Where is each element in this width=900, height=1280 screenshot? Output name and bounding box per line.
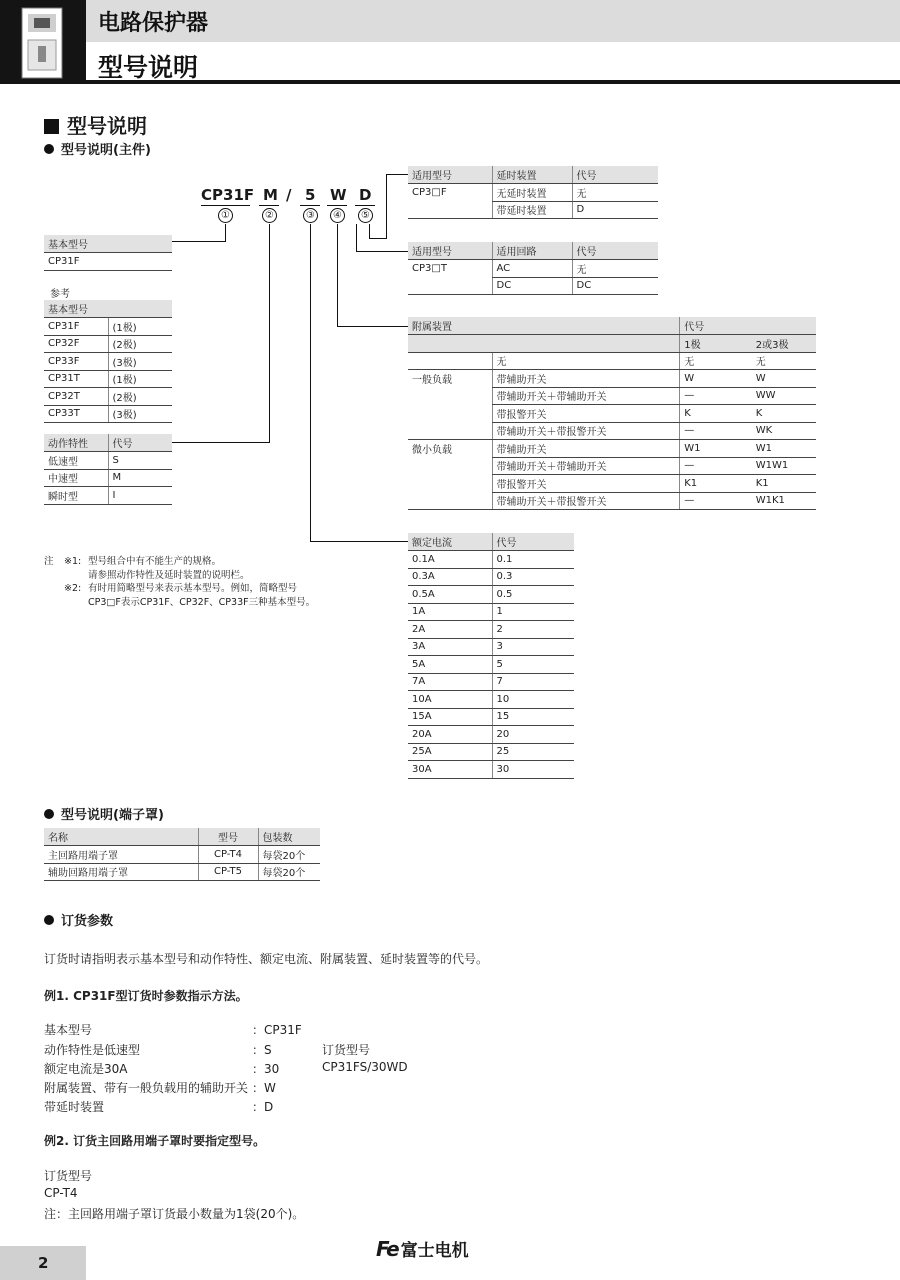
ex1-row-5-label: 带延时装置 [44,1100,105,1114]
header-product-thumbnail [0,0,86,84]
note-1-mark: ※1: [64,556,82,567]
table-cell: W1W1 [752,457,816,475]
table-row [408,586,574,604]
code-underline-1 [201,205,250,206]
table-cell: 3A [408,638,492,656]
note-2-text: 有时用简略型号来表示基本型号。例如，简略型号 [88,583,298,594]
note-2-mark: ※2: [64,583,82,594]
table-cell: 瞬时型 [44,487,108,505]
table-row [408,638,574,656]
connector-3-v [310,224,311,542]
table-row [408,370,816,388]
table-cell: S [108,452,172,470]
table-header: 附属装置 [408,317,680,335]
table-cell: 带辅助开关＋带辅助开关 [492,387,680,405]
table-header [408,335,680,353]
table-cell: 每袋20个 [258,846,320,864]
table-cell: 5 [492,656,574,674]
table-cell: 10 [492,691,574,709]
breaker-device-icon [0,0,86,84]
table-header: 2或3极 [752,335,816,353]
table-header: 型号 [198,828,258,846]
table-row [408,422,816,440]
note-2-line-2: CP3□F表示CP31F、CP32F、CP33F三种基本型号。 [88,596,316,608]
table-cell: W1 [680,440,752,458]
table-cell: 中速型 [44,469,108,487]
connector-1-h [172,241,226,242]
dot-bullet-icon [44,144,54,154]
table-header: 动作特性 [44,434,108,452]
table-header: 适用回路 [492,242,572,260]
table-cell: — [680,422,752,440]
base-model-table [44,235,172,271]
page-number: 2 [38,1254,49,1272]
connector-5b-v [369,224,370,239]
code-circle-3: ③ [303,208,318,223]
table-cell: 20 [492,726,574,744]
connector-4-h [337,326,408,327]
code-underline-4 [327,205,347,206]
table-cell: 无 [572,260,658,278]
table-cell [408,422,492,440]
model-code-slash: / [286,186,292,204]
table-cell: DC [492,277,572,295]
dot-bullet-icon [44,809,54,819]
table-cell: CP32F [44,335,108,353]
code-underline-5 [355,205,375,206]
delay-table [408,166,658,219]
table-cell: 0.1A [408,551,492,569]
dot-bullet-icon [44,915,54,925]
table-cell: 15 [492,708,574,726]
table-cell: 1A [408,603,492,621]
table-cell: 微小负载 [412,445,452,456]
table-header: 包装数 [258,828,320,846]
table-header: 代号 [572,242,658,260]
table-cell [408,492,492,510]
table-cell: 2A [408,621,492,639]
table-cell: 每袋20个 [258,863,320,881]
table-cell: D [572,201,658,219]
table-row [44,335,172,353]
example-1-title: 例1. CP31F型订货时参数指示方法。 [44,989,248,1003]
header-rule [86,80,900,84]
table-cell: 辅助回路用端子罩 [44,863,198,881]
table-cell: K1 [680,475,752,493]
code-circle-4: ④ [330,208,345,223]
table-row [408,184,658,202]
table-cell: 0.3 [492,568,574,586]
model-code-part-5: D [359,186,372,204]
table-cell: — [680,492,752,510]
table-cell: CP-T5 [198,863,258,881]
table-cell [408,352,492,370]
table-cell: 0.5A [408,586,492,604]
table-cell: 无 [752,352,816,370]
table-row [408,568,574,586]
table-row [408,440,816,458]
table-cell: CP3□F [412,187,447,198]
ex2-order-label: 订货型号 [44,1169,93,1183]
subsection-main-title: 型号说明(主件) [44,139,151,158]
table-cell: CP-T4 [198,846,258,864]
table-cell: 30 [492,761,574,779]
table-row [408,201,658,219]
fuji-logo-icon: Fe [376,1237,398,1261]
table-cell: 2 [492,621,574,639]
table-cell: 带辅助开关 [492,370,680,388]
connector-2-v [269,224,270,443]
ex1-order-label: 订货型号 [322,1043,371,1057]
table-cell: W [680,370,752,388]
table-header: 代号 [492,533,574,551]
table-cell: 0.1 [492,551,574,569]
table-cell [408,201,492,219]
connector-1-v [225,224,226,242]
order-title: 订货参数 [44,910,113,929]
table-row [44,452,172,470]
ex1-row-2-label: 动作特性是低速型 [44,1043,141,1057]
table-cell: W1K1 [752,492,816,510]
code-circle-1: ① [218,208,233,223]
table-cell: (1极) [108,370,172,388]
table-row [408,277,658,295]
table-cell [408,405,492,423]
table-cell: CP33F [44,353,108,371]
table-cell: W1 [752,440,816,458]
note-1-line-2: 请参照动作特性及延时装置的说明栏。 [88,569,250,581]
table-cell: 3 [492,638,574,656]
table-row [408,656,574,674]
table-cell: 1 [492,603,574,621]
table-row [408,621,574,639]
header-category-band [86,0,900,42]
ex2-order-value: CP-T4 [44,1186,78,1200]
table-cell: K1 [752,475,816,493]
table-cell: 无延时装置 [492,184,572,202]
table-cell: 无 [492,352,680,370]
table-cell: W [752,370,816,388]
note-1-text: 型号组合中有不能生产的规格。 [88,556,222,567]
table-row [408,405,816,423]
table-header: 适用型号 [408,166,492,184]
example-2-title: 例2. 订货主回路用端子罩时要指定型号。 [44,1134,266,1148]
table-cell: 7 [492,673,574,691]
notes-block [44,555,315,609]
table-row [408,743,574,761]
connector-5a-h [356,251,408,252]
table-cell: (1极) [108,318,172,336]
table-cell: M [108,469,172,487]
table-row [44,469,172,487]
table-row [408,387,816,405]
reference-table [44,300,172,423]
table-cell: K [680,405,752,423]
table-cell: 30A [408,761,492,779]
table-header: 额定电流 [408,533,492,551]
reference-header: 基本型号 [44,300,172,318]
ex1-row-1-label: 基本型号 [44,1023,93,1037]
ex2-note: 注：主回路用端子罩订货最小数量为1袋(20个)。 [44,1207,305,1221]
table-row [44,487,172,505]
current-table [408,533,574,779]
table-cell: 7A [408,673,492,691]
table-row [44,353,172,371]
table-row [408,475,816,493]
table-row [44,388,172,406]
ex1-row-5-value: ：D [252,1100,274,1114]
table-cell: 25A [408,743,492,761]
table-cell [408,387,492,405]
table-cell: WW [752,387,816,405]
brand-logo [376,1236,469,1261]
table-cell: 0.5 [492,586,574,604]
table-cell: K [752,405,816,423]
table-row [408,761,574,779]
connector-4-v [337,224,338,327]
code-circle-2: ② [262,208,277,223]
table-cell: — [680,457,752,475]
connector-5b-h [369,238,387,239]
table-cell: (3极) [108,405,172,423]
order-intro: 订货时请指明表示基本型号和动作特性、额定电流、附属装置、延时装置等的代号。 [44,952,489,966]
table-cell: (2极) [108,388,172,406]
connector-5b-up [386,174,387,239]
table-cell: 带辅助开关＋带辅助开关 [492,457,680,475]
code-underline-3 [300,205,320,206]
table-cell: CP31F [44,318,108,336]
table-cell: 无 [572,184,658,202]
notes-label: 注 [44,556,54,567]
model-code-part-1: CP31F [201,186,255,204]
section-title: 型号说明 [44,110,147,139]
action-table [44,434,172,505]
table-cell: CP3□T [412,263,447,274]
table-row [408,260,658,278]
table-cell: AC [492,260,572,278]
table-header: 代号 [680,317,816,335]
table-cell: (2极) [108,335,172,353]
table-cell: 带辅助开关 [492,440,680,458]
table-row [408,673,574,691]
terminal-table [44,828,320,881]
table-row [408,492,816,510]
code-underline-2 [259,205,279,206]
ex1-row-2-value: ：S [252,1043,272,1057]
table-cell: 带报警开关 [492,405,680,423]
table-header: 适用型号 [408,242,492,260]
connector-3-h [310,541,408,542]
table-header: 代号 [572,166,658,184]
ex1-row-1-value: ：CP31F [252,1023,302,1037]
ex1-row-4-value: ：W [252,1081,276,1095]
table-cell: CP33T [44,405,108,423]
model-code-part-3: 5 [305,186,316,204]
table-cell: 主回路用端子罩 [44,846,198,864]
table-row [408,551,574,569]
table-row [408,726,574,744]
header-category: 电路保护器 [98,11,209,36]
table-cell: 0.3A [408,568,492,586]
header-title: 型号说明 [98,53,199,82]
table-cell: WK [752,422,816,440]
header-title-band [86,42,900,84]
circuit-table [408,242,658,295]
table-row [408,691,574,709]
table-cell: I [108,487,172,505]
connector-5b-top [386,174,408,175]
model-code-part-4: W [330,186,347,204]
table-row [44,370,172,388]
table-header: 延时装置 [492,166,572,184]
table-cell [408,457,492,475]
reference-label: 参考 [50,289,70,300]
note-2-line-1 [44,582,315,596]
base-model-header: 基本型号 [44,235,172,253]
model-code-part-2: M [263,186,278,204]
table-row [408,708,574,726]
table-cell: 一般负载 [412,375,452,386]
base-model-value: CP31F [44,253,172,271]
table-row [44,318,172,336]
note-1-line-1 [44,555,315,569]
table-cell [408,475,492,493]
table-cell: 无 [680,352,752,370]
table-row [44,405,172,423]
ex1-row-3-value: ：30 [252,1062,280,1076]
table-row [44,863,320,881]
brand-name: 富士电机 [400,1241,469,1261]
table-cell: 低速型 [44,452,108,470]
table-row [408,457,816,475]
table-cell: 5A [408,656,492,674]
connector-2-h [172,442,270,443]
table-cell: DC [572,277,658,295]
table-cell: (3极) [108,353,172,371]
code-circle-5: ⑤ [358,208,373,223]
table-header: 名称 [44,828,198,846]
table-header: 代号 [108,434,172,452]
table-cell: 带辅助开关＋带报警开关 [492,422,680,440]
table-row [408,352,816,370]
table-cell: 带报警开关 [492,475,680,493]
terminal-title: 型号说明(端子罩) [44,804,164,823]
ex1-row-4-label: 附属装置、带有一般负载用的辅助开关 [44,1081,249,1095]
table-row [44,846,320,864]
ex1-row-3-label: 额定电流是30A [44,1062,128,1076]
accessory-table [408,317,816,510]
connector-5a-v [356,224,357,252]
table-row [408,603,574,621]
table-cell: CP31T [44,370,108,388]
table-cell: 带辅助开关＋带报警开关 [492,492,680,510]
ex1-order-value: CP31FS/30WD [322,1060,408,1074]
table-header: 1极 [680,335,752,353]
table-cell: 带延时装置 [492,201,572,219]
table-cell [408,277,492,295]
square-bullet-icon [44,119,59,134]
table-cell: CP32T [44,388,108,406]
table-cell: 15A [408,708,492,726]
table-cell: 25 [492,743,574,761]
table-cell: — [680,387,752,405]
table-cell: 20A [408,726,492,744]
table-cell: 10A [408,691,492,709]
